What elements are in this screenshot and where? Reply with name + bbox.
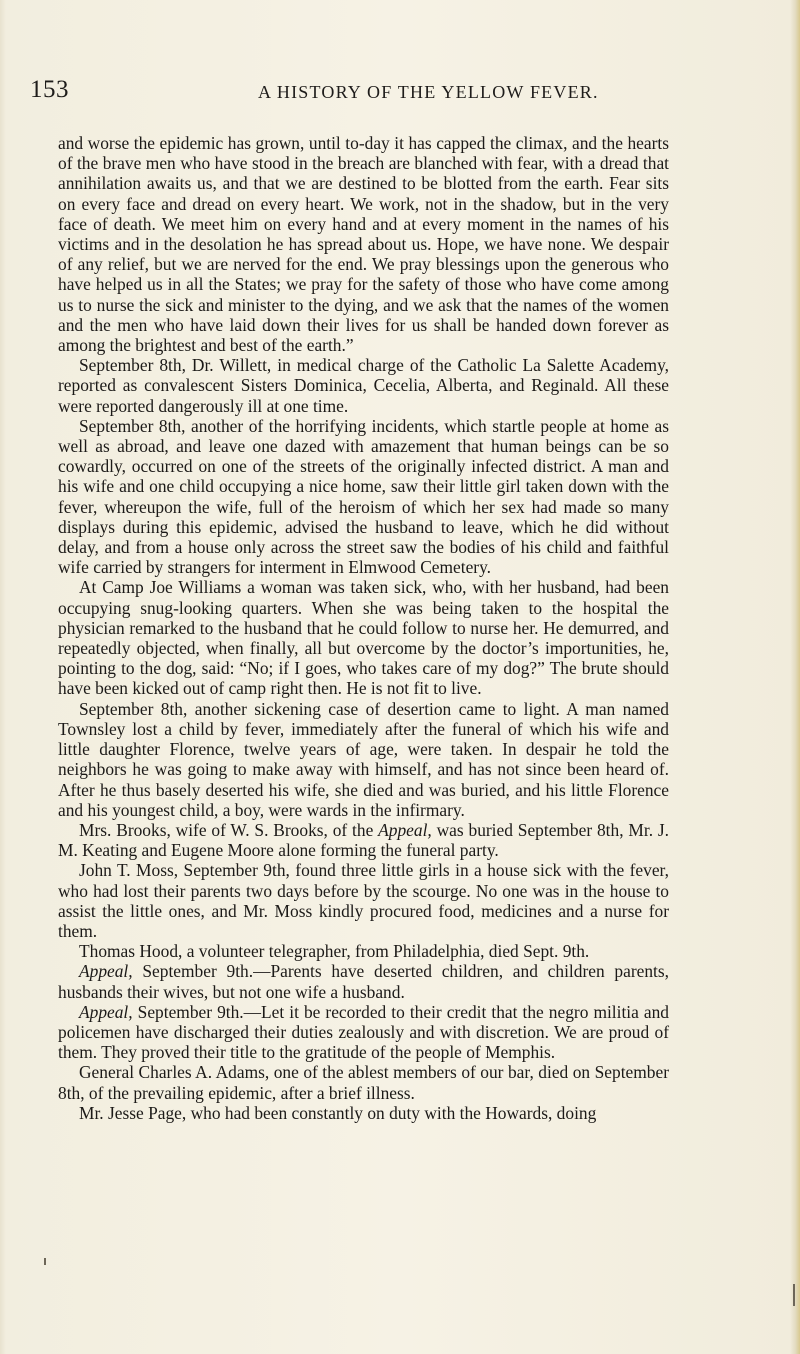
body-text [58,133,669,1123]
paragraph-willett: September 8th, Dr. Willett, in medical charge of the Catholic La Salette Academy, reported as convalescent Sisters Dominica, Cecelia, Alberta, and Reginald. All these were reported dangerously ill at one time. [58,355,669,416]
paragraph-brooks [58,820,669,860]
appeal-parents-text: September 9th.—Parents have deserted children, and children parents, husbands their wives, but not one wife a husband. [58,961,669,1002]
paragraph-moss: John T. Moss, September 9th, found three little girls in a house sick with the fever, who had lost their parents two days before by the scourge. No one was in the house to assist the little ones, and Mr. Moss kindly procured food, medicines and a nurse for them. [58,860,669,941]
paragraph-continued: and worse the epidemic has grown, until to-day it has capped the climax, and the hearts of the brave men who have stood in the breach are blanched with fear, with a dread that annihilation awaits us, and that we are destined to be blotted from the earth. Fear sits on every face and dread on every heart. We work, not in the shadow, but in the very face of death. We meet him on every hand and at every moment in the names of his victims and in the desolation he has spread about us. Hope, we have none. We despair of any relief, but we are nerved for the end. We pray blessings upon the generous who have helped us in all the States; we pray for the safety of those who have come among us to nurse the sick and minister to the dying, and we ask that the names of the women and the men who have laid down their lives for us shall be handed down forever as among the brightest and best of the earth.” [58,133,669,356]
appeal-militia-text: September 9th.—Let it be recorded to their credit that the negro militia and policemen have discharged their duties zealously and with discretion. We are proud of them. They proved their title to the gratitude of the people of Memphis. [58,1001,669,1063]
edge-mark [793,1284,795,1306]
page-left-edge [0,0,6,1354]
paragraph-hood: Thomas Hood, a volunteer telegrapher, from Philadelphia, died Sept. 9th. [79,941,590,962]
paragraph-page: Mr. Jesse Page, who had been constantly on duty with the Howards, doing [79,1102,597,1123]
running-header [30,76,690,106]
brooks-text-a: Mrs. Brooks, wife of W. S. Brooks, of the [79,819,379,840]
paragraph-adams: General Charles A. Adams, one of the ablest members of our bar, died on September 8th, of the prevailing epidemic, after a brief illness. [58,1062,669,1103]
publication-name: Appeal, [79,961,133,982]
publication-name: Appeal, [79,1001,133,1022]
paragraph-camp-joe-williams: At Camp Joe Williams a woman was taken sick, who, with her husband, had been occupying snug-looking quarters. When she was being taken to the hospital the physician remarked to the husband that he could follow to nurse her. He demurred, and repeatedly objected, when finally, all but overcome by the doctor’s importunities, he, pointing to the dog, said: “No; if I goes, who takes care of my dog?” The brute should have been kicked out of camp right then. He is not fit to live. [58,577,669,699]
print-speck [44,1258,46,1265]
page-number: 153 [30,76,69,103]
running-title: A HISTORY OF THE YELLOW FEVER. [258,82,599,102]
publication-name: Appeal, [378,819,432,840]
paragraph-appeal-militia [58,1002,669,1063]
paragraph-desertion-wife: September 8th, another of the horrifying incidents, which startle people at home as well as abroad, and leave one dazed with amazement that human beings can be so cowardly, occurred on one of the streets of the originally infected district. A man and his wife and one child occupying a nice home, saw their little girl taken down with the fever, whereupon the wife, full of the heroism of which her sex had made so many displays during this epidemic, advised the husband to leave, which he did without delay, and from a house only across the street saw the bodies of his child and faithful wife carried by strangers for interment in Elmwood Cemetery. [58,415,669,578]
brooks-text-b: was buried September 8th, Mr. J. M. Keating and Eugene Moore alone forming the funeral party. [58,819,670,861]
paragraph-townsley: September 8th, another sickening case of desertion came to light. A man named Townsley lost a child by fever, immediately after the funeral of which his wife and little daughter Florence, twelve years of age, were taken. In despair he told the neighbors he was going to make away with himself, and has not since been heard of. After he thus basely deserted his wife, she died and was buried, and his little Florence and his youngest child, a boy, were wards in the infirmary. [58,698,669,820]
page-right-edge [790,0,800,1354]
paragraph-appeal-parents [58,961,669,1001]
